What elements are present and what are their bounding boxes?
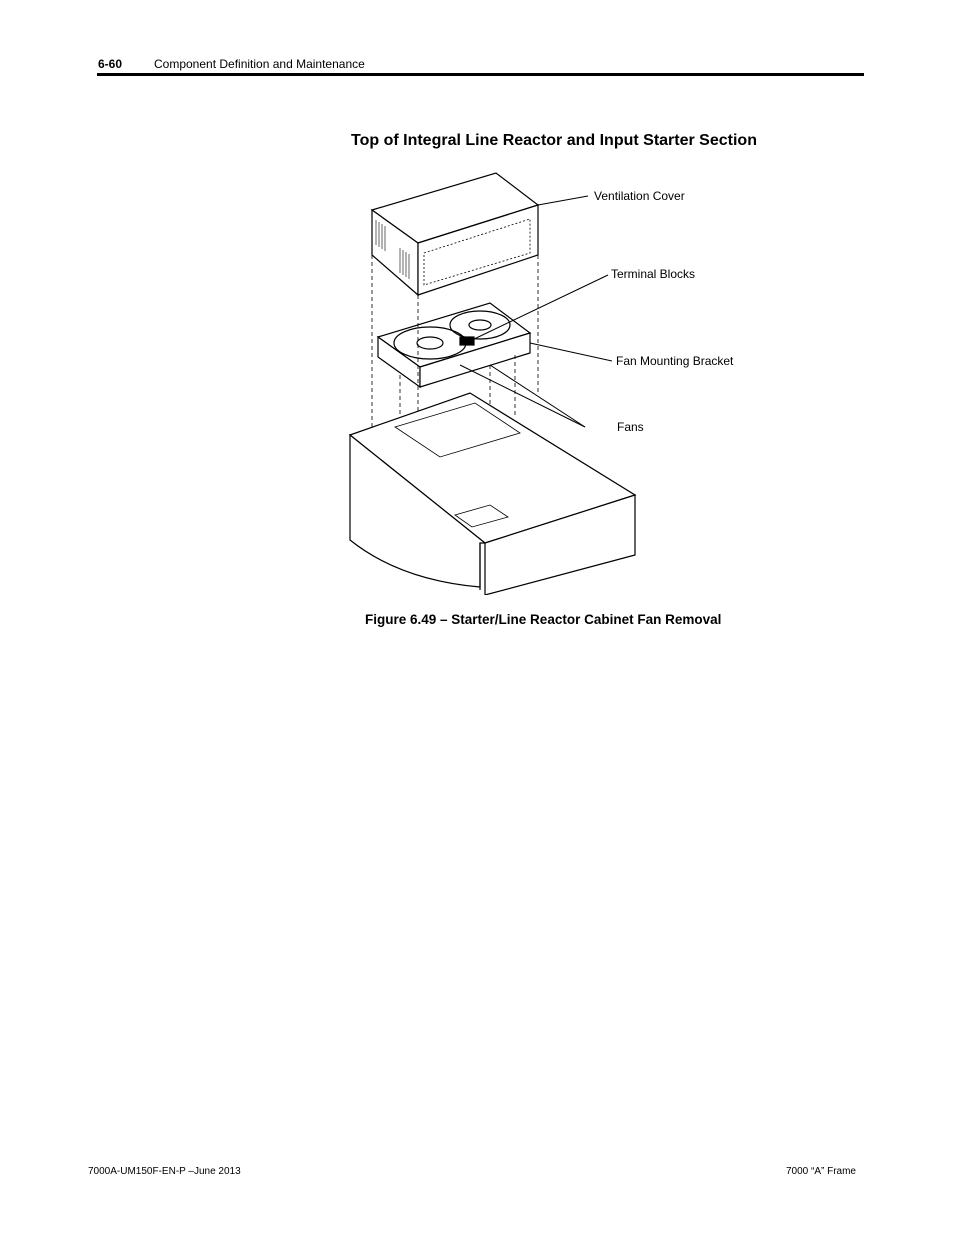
section-title: Top of Integral Line Reactor and Input Starter Section [351,132,757,149]
leader-fan-bracket [530,343,612,361]
ventilation-cover-drawing [372,173,538,295]
fan-removal-diagram [340,165,760,595]
figure-caption: Figure 6.49 – Starter/Line Reactor Cabinet Fan Removal [365,612,722,627]
callout-fan-mounting-bracket: Fan Mounting Bracket [616,354,734,368]
page-number: 6-60 [98,57,123,71]
callout-terminal-blocks: Terminal Blocks [611,267,696,281]
footer-doc-id: 7000A-UM150F-EN-P –June 2013 [88,1166,241,1177]
terminal-blocks-drawing [460,337,474,345]
callout-ventilation-cover: Ventilation Cover [594,189,685,203]
footer-product: 7000 “A” Frame [785,1166,856,1177]
leader-ventilation-cover [538,196,588,205]
callout-fans: Fans [617,420,644,434]
chapter-title: Component Definition and Maintenance [154,57,365,71]
header-rule [97,73,864,76]
fan-mounting-bracket-drawing [378,303,530,387]
cabinet-drawing [350,393,635,595]
